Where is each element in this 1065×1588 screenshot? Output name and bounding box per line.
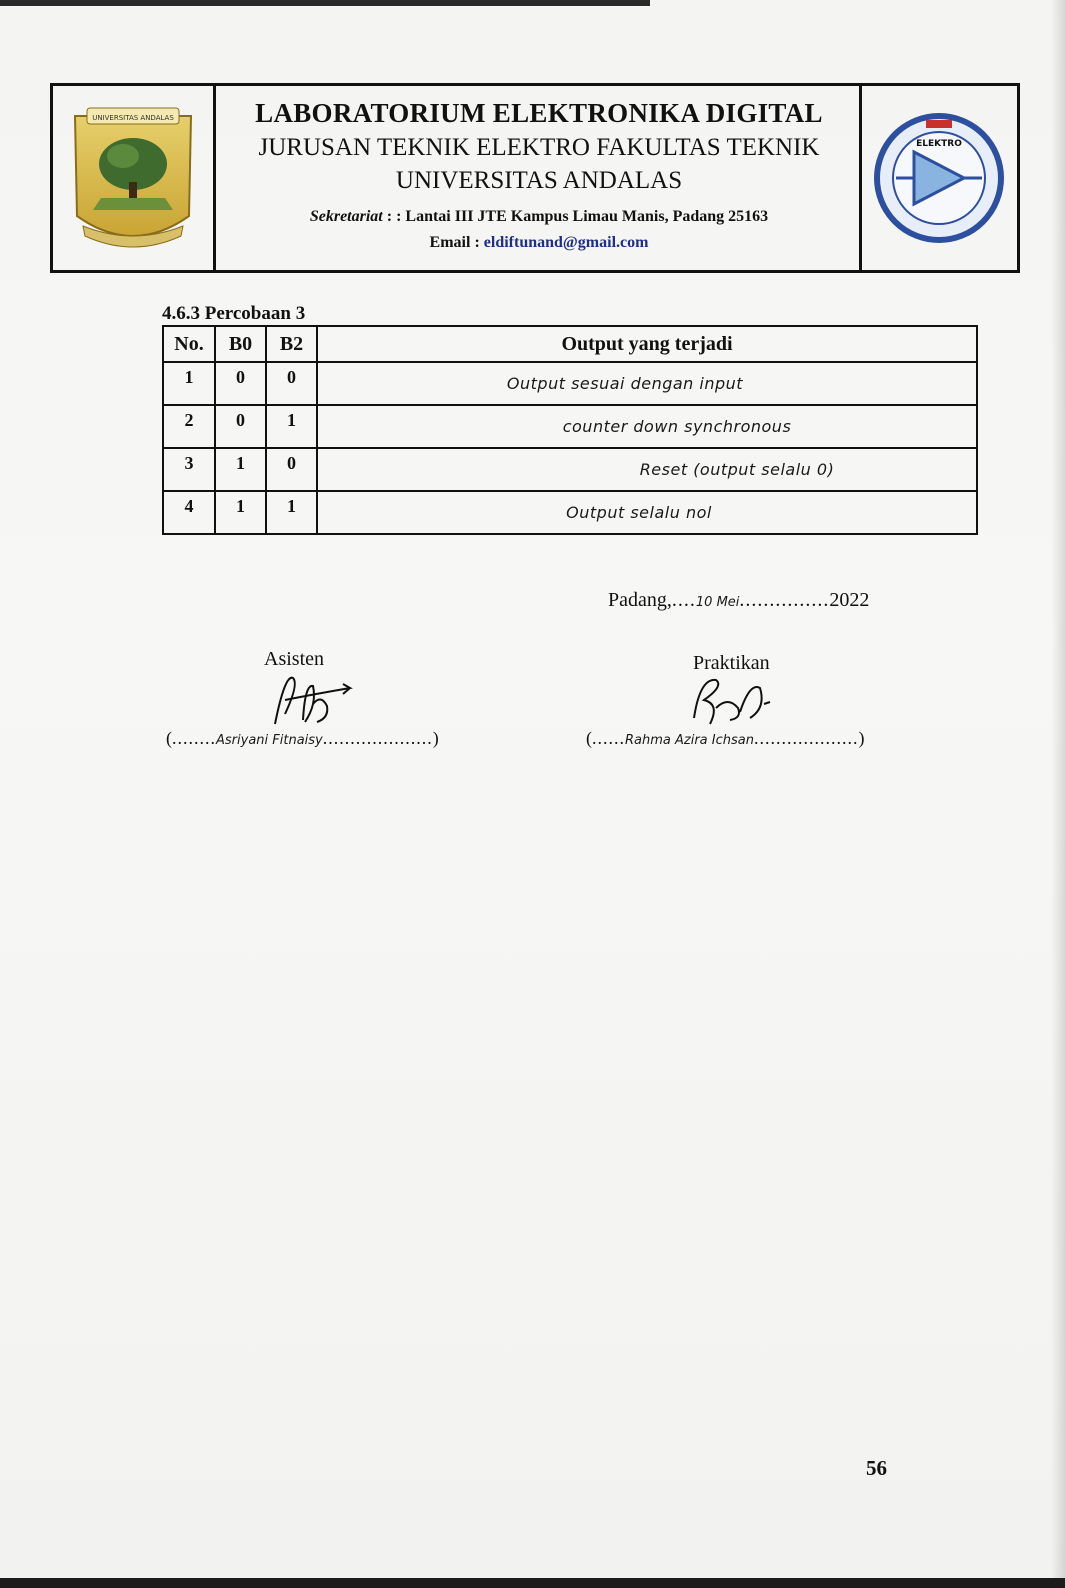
- table-row: [163, 362, 977, 405]
- cell-b2: 0: [266, 362, 317, 405]
- email-address: eldiftunand@gmail.com: [483, 234, 649, 251]
- column-header-no: No.: [163, 326, 215, 362]
- table-row: [163, 448, 977, 491]
- date-line: [608, 589, 869, 612]
- practitioner-name: Rahma Azira Ichsan: [625, 733, 754, 748]
- cell-b2: 0: [266, 448, 317, 491]
- cell-b0: 1: [215, 448, 266, 491]
- email-label: Email :: [429, 234, 484, 251]
- secretariat-address: : : Lantai III JTE Kampus Limau Manis, Padang 25163: [386, 208, 769, 225]
- dotted-leader: ...................: [753, 728, 859, 748]
- secretariat-label: Sekretariat: [309, 208, 383, 225]
- handwritten-output: Reset (output selalu 0): [639, 459, 835, 479]
- dotted-leader: ....................: [322, 728, 433, 748]
- cell-no: 1: [163, 362, 215, 405]
- practitioner-name-line: (......Rahma Azira Ichsan...................): [586, 728, 865, 748]
- dotted-leader: ......: [592, 728, 625, 748]
- cell-output: [317, 405, 977, 448]
- secretariat-line: [216, 208, 862, 226]
- table-row: [163, 491, 977, 534]
- dotted-leader: ...............: [739, 589, 830, 611]
- page-number: 56: [866, 1456, 887, 1480]
- scan-right-shadow: [1051, 0, 1065, 1588]
- university-logo-cell: [53, 86, 216, 270]
- cell-no: 3: [163, 448, 215, 491]
- letterhead-text: [216, 86, 862, 270]
- cell-output: [317, 491, 977, 534]
- year-label: 2022: [829, 589, 870, 611]
- handwritten-output: Output sesuai dengan input: [506, 373, 744, 393]
- assistant-signature: [255, 664, 365, 734]
- dotted-leader: ........: [172, 728, 216, 748]
- cell-b2: 1: [266, 405, 317, 448]
- lab-logo: [862, 86, 1017, 270]
- lab-logo-text: ELEKTRO: [916, 139, 962, 149]
- column-header-b0: B0: [215, 326, 266, 362]
- cell-b0: 1: [215, 491, 266, 534]
- cell-b2: 1: [266, 491, 317, 534]
- practitioner-role: Praktikan: [693, 652, 770, 674]
- handwritten-output: Output selalu nol: [566, 502, 712, 522]
- cell-no: 4: [163, 491, 215, 534]
- column-header-b2: B2: [266, 326, 317, 362]
- logo-banner-text: UNIVERSITAS ANDALAS: [92, 114, 174, 122]
- email-line: [216, 234, 862, 252]
- lab-title: LABORATORIUM ELEKTRONIKA DIGITAL: [255, 98, 823, 128]
- letterhead: [50, 83, 1020, 273]
- department-name: JURUSAN TEKNIK ELEKTRO FAKULTAS TEKNIK: [258, 134, 820, 161]
- results-table: [162, 325, 978, 535]
- university-name: UNIVERSITAS ANDALAS: [395, 167, 683, 194]
- handwritten-date: 10 Mei: [695, 595, 740, 610]
- university-logo: [53, 86, 213, 270]
- lab-logo-cell: [859, 86, 1017, 270]
- section-title: 4.6.3 Percobaan 3: [162, 303, 306, 324]
- cell-b0: 0: [215, 405, 266, 448]
- table-header-row: [163, 326, 977, 362]
- cell-no: 2: [163, 405, 215, 448]
- cell-output: [317, 448, 977, 491]
- assistant-name-line: (........Asriyani Fitnaisy....................): [166, 728, 439, 748]
- scan-top-edge: [0, 0, 650, 6]
- handwritten-output: counter down synchronous: [562, 416, 792, 436]
- city-label: Padang,: [608, 589, 672, 611]
- cell-output: [317, 362, 977, 405]
- table-row: [163, 405, 977, 448]
- cell-b0: 0: [215, 362, 266, 405]
- assistant-role: Asisten: [264, 648, 324, 670]
- dotted-leader: ....: [671, 589, 696, 611]
- column-header-output: Output yang terjadi: [317, 326, 977, 362]
- scan-bottom-edge: [0, 1578, 1065, 1588]
- assistant-name: Asriyani Fitnaisy: [216, 733, 323, 748]
